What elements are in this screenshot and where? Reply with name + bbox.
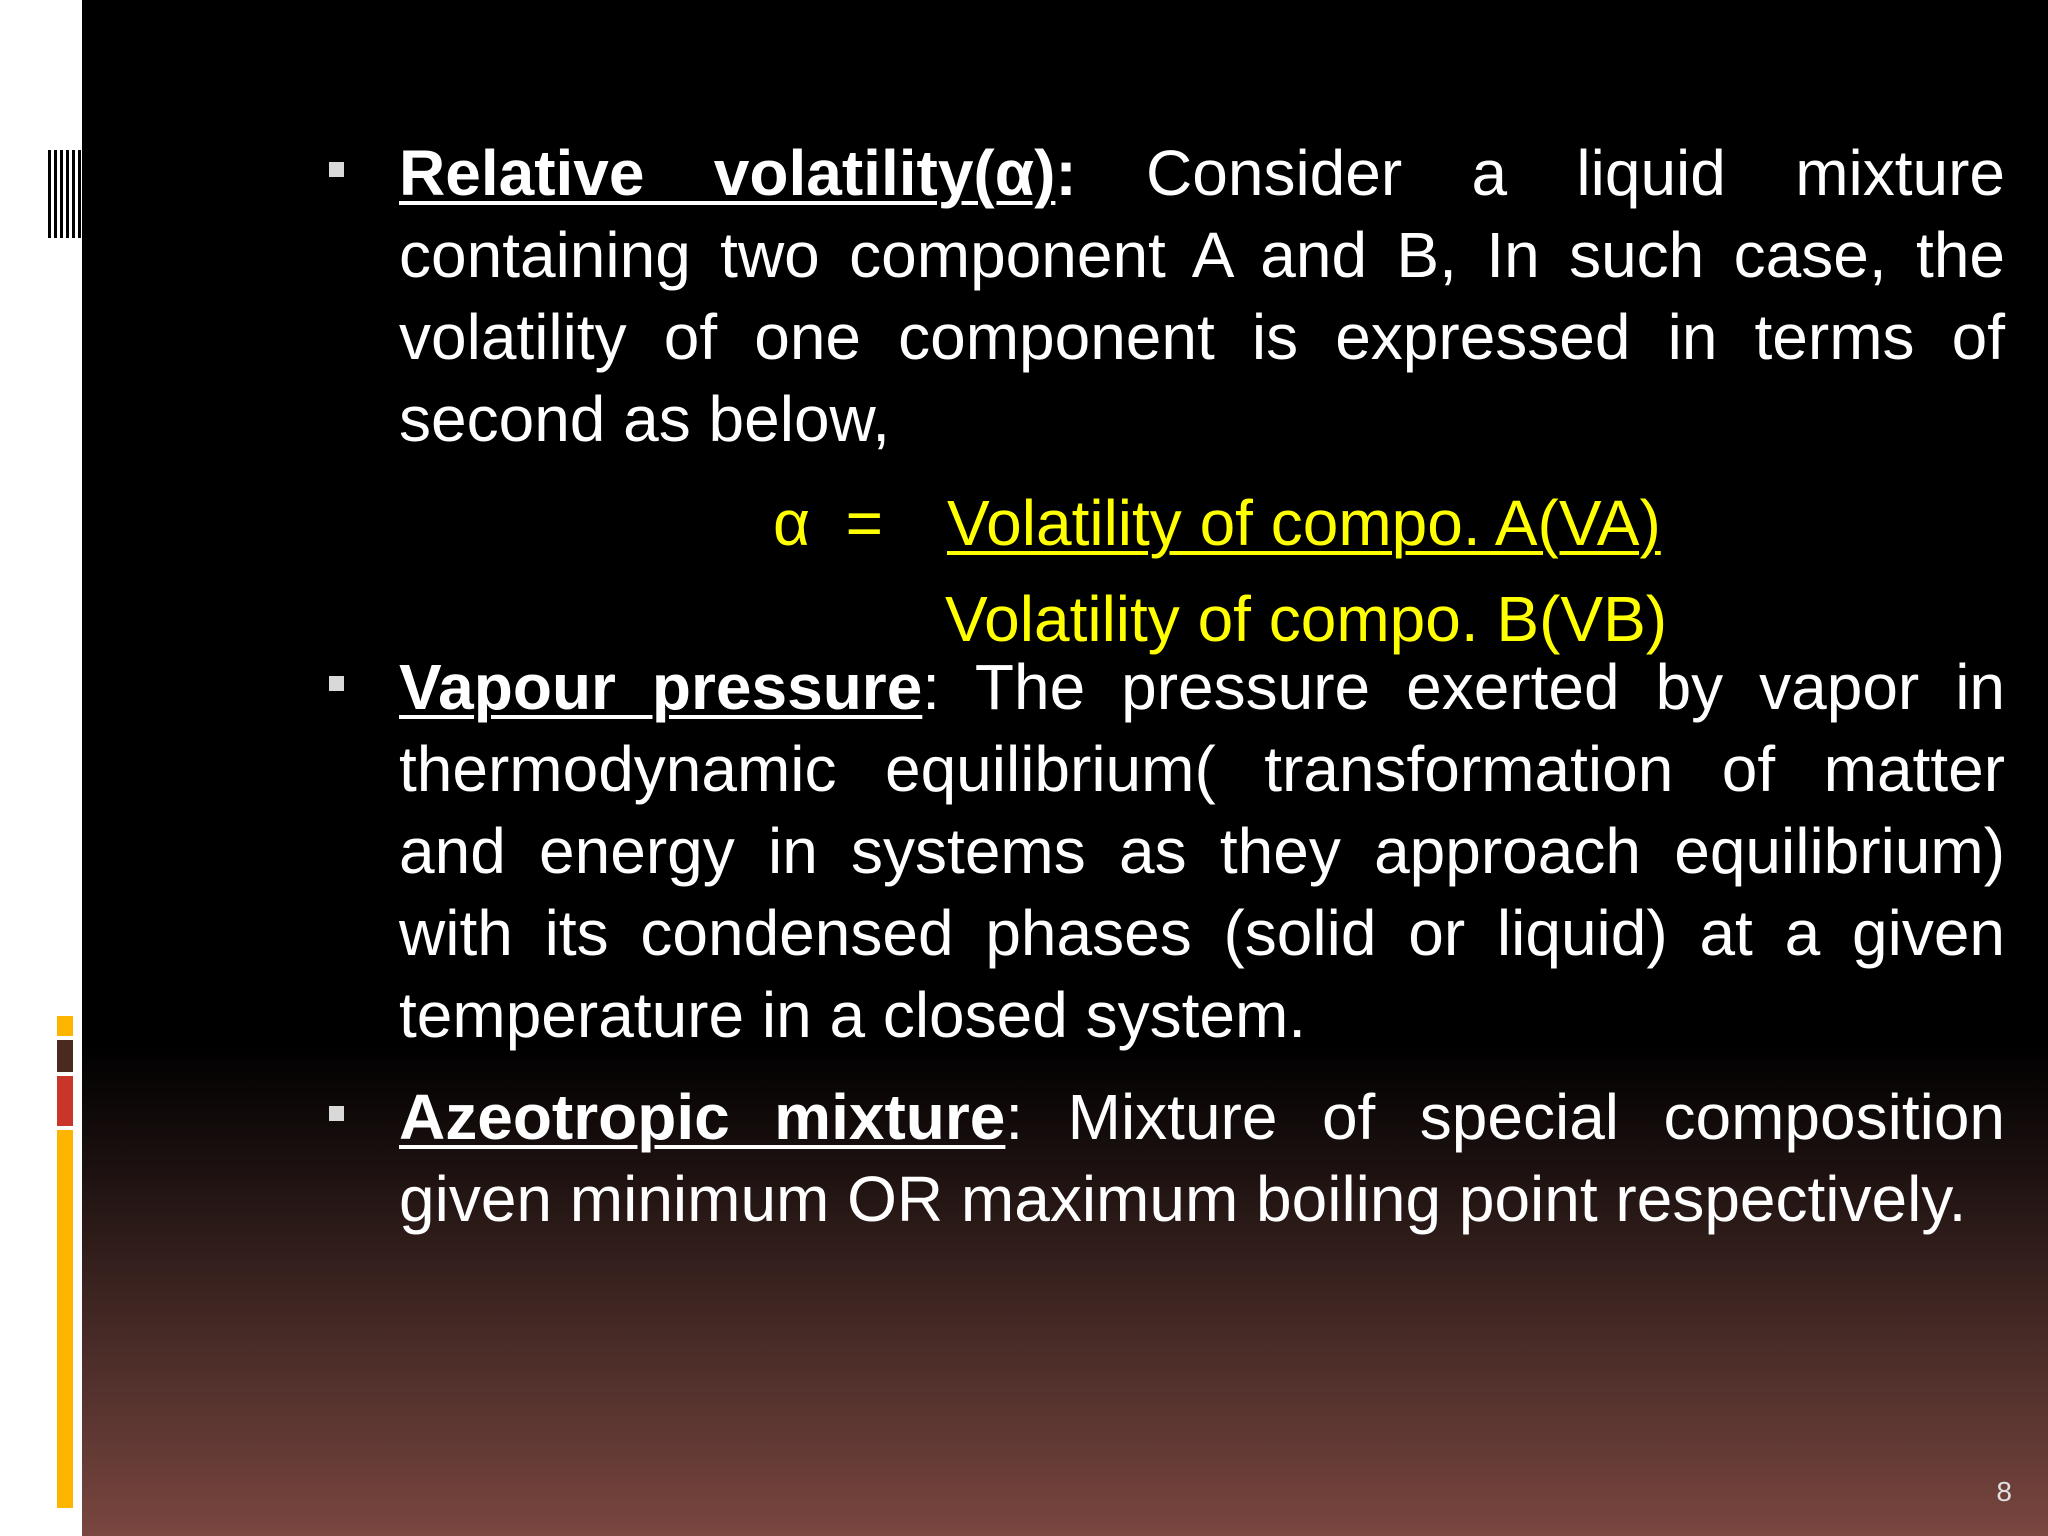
bullet-vapour-pressure (319, 646, 2005, 1056)
definition-relative-volatility: Consider a liquid mixture containing two component A and B, In such case, the volatility of one component is expressed in terms of second as below, (399, 137, 2006, 455)
term-vapour-pressure: Vapour pressure (399, 651, 923, 723)
slide-number: 8 (1996, 1476, 2012, 1507)
formula-lhs: α = (773, 487, 883, 559)
slide-content (319, 132, 2005, 1240)
slide-canvas (82, 0, 2048, 1536)
term-azeotropic-mixture: Azeotropic mixture (399, 1081, 1006, 1153)
formula-denominator: Volatility of compo. B(VB) (945, 583, 1668, 655)
term-separator: : (1005, 1081, 1024, 1153)
red-accent-bar (57, 1076, 73, 1126)
left-decoration-strip (0, 0, 82, 1536)
square-bullet-icon (329, 162, 344, 177)
yellow-accent-bar-bottom (57, 1130, 73, 1508)
square-bullet-icon (329, 1106, 344, 1121)
formula-numerator: Volatility of compo. A(VA) (947, 487, 1661, 559)
brown-accent-bar (57, 1040, 73, 1072)
bullet-relative-volatility (319, 132, 2005, 460)
term-separator: : (922, 651, 941, 723)
definition-azeotropic-mixture: Mixture of special composition given minimum OR maximum boiling point respectively. (399, 1081, 2006, 1235)
striped-lines-decoration (48, 150, 82, 238)
term-separator: : (1055, 137, 1077, 209)
term-relative-volatility: Relative volatility(α) (399, 137, 1056, 209)
yellow-accent-bar-top (57, 1016, 73, 1036)
definition-vapour-pressure: The pressure exerted by vapor in thermodynamic equilibrium( transformation of matter and energy in systems as they approach equilibrium) with its condensed phases (solid or liquid) at a given temperature in a closed system. (399, 651, 2006, 1051)
bullet-azeotropic-mixture (319, 1076, 2005, 1240)
square-bullet-icon (329, 676, 344, 691)
relative-volatility-formula (319, 460, 2005, 655)
